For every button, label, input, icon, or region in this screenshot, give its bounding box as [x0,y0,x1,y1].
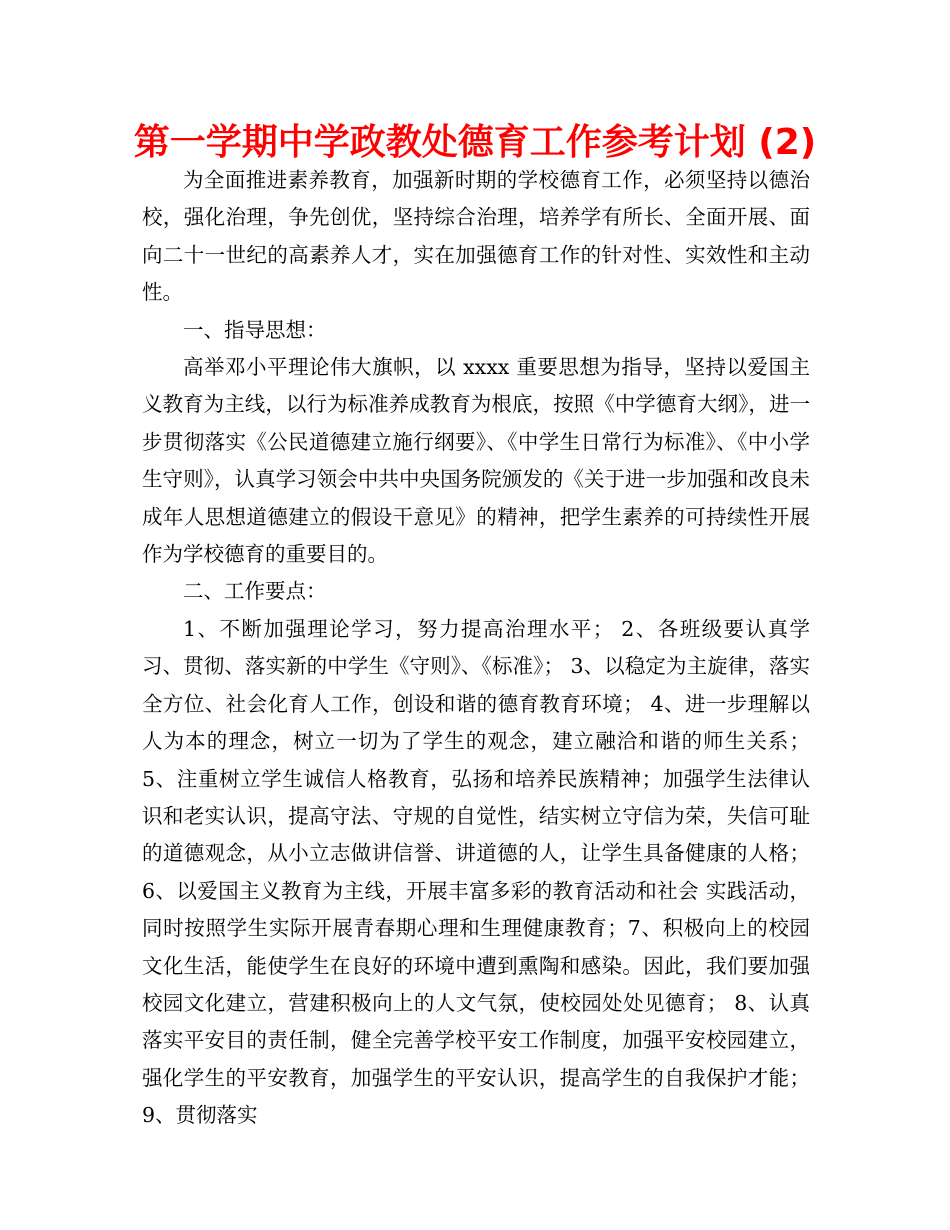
paragraph-guiding-thought: 高举邓小平理论伟大旗帜，以 xxxx 重要思想为指导，坚持以爱国主义教育为主线，以行为标准养成教育为根底，按照《中学德育大纲》，进一步贯彻落实《公民道德建立施行纲要》、《中学生日常行为标准》、《中小学生守则》，认真学习领会中共中央国务院颁发的《关于进一步加强和改良未成年人思想道德建立的假设干意见》的精神，把学生素养的可持续性开展作为学校德育的重要目的。 [142,355,810,567]
document-title: 第一学期中学政教处德育工作参考计划 (2) [133,122,817,163]
paragraph-work-points: 1、不断加强理论学习，努力提高治理水平； 2、各班级要认真学习、贯彻、落实新的中学生《守则》、《标准》； 3、以稳定为主旋律，落实全方位、社会化育人工作，创设和谐的德育教育环境； 4、进一步理解以人为本的理念，树立一切为了学生的观念，建立融洽和谐的师生关系； 5、注重树立学生诚信人格教育，弘扬和培养民族精神；加强学生法律认识和老实认识，提高守法、守规的自觉性，结实树立守信为荣，失信可耻的道德观念，从小立志做讲信誉、讲道德的人，让学生具备健康的人格； 6、以爱国主义教育为主线，开展丰富多彩的教育活动和社会 实践活动，同时按照学生实际开展青春期心理和生理健康教育；7、积极向上的校园文化生活，能使学生在良好的环境中遭到熏陶和感染。因此，我们要加强校园文化建立，营建积极向上的人文气氛，使校园处处见德育； 8、认真落实平安目的责任制，健全完善学校平安工作制度，加强平安校园建立，强化学生的平安教育，加强学生的平安认识，提高学生的自我保护才能；9、贯彻落实 [142,616,810,1128]
heading-guiding-thought: 一、指导思想： [183,317,327,342]
document-body [142,162,810,1135]
paragraph-intro: 为全面推进素养教育，加强新时期的学校德育工作，必须坚持以德治校，强化治理，争先创优，坚持综合治理，培养学有所长、全面开展、面向二十一世纪的高素养人才，实在加强德育工作的针对性、实效性和主动性。 [142,168,810,305]
heading-work-points: 二、工作要点： [183,579,327,604]
